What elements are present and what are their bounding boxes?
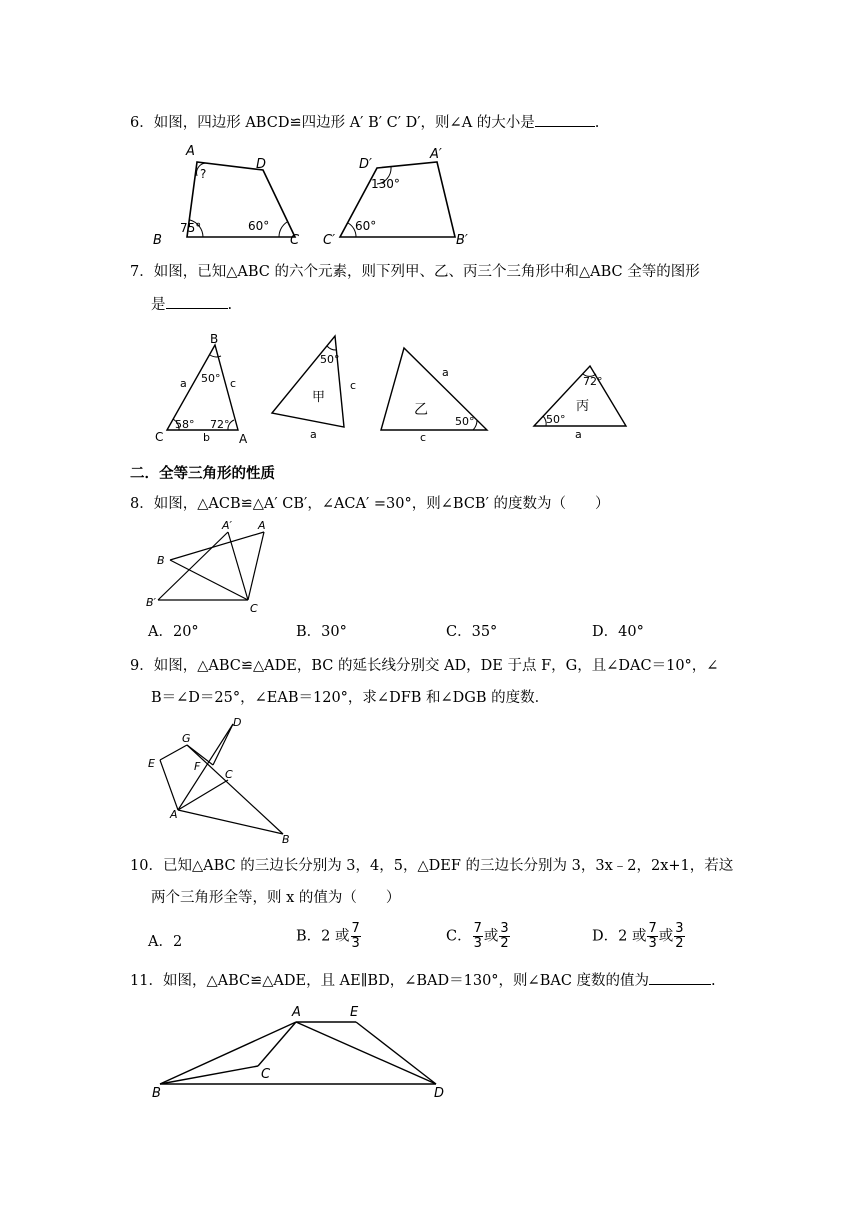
label-yi-50: 50° <box>455 415 475 428</box>
label-50: 50° <box>201 372 221 385</box>
label-a: A <box>186 144 195 159</box>
svg-text:F: F <box>194 760 201 773</box>
svg-text:A′: A′ <box>222 519 233 532</box>
q8-figure <box>140 518 280 618</box>
label-jia-50: 50° <box>320 353 340 366</box>
angle-c-arc <box>279 222 287 237</box>
q9-text2: B＝∠D＝25°，∠EAB＝120°，求∠DFB 和∠DGB 的度数． <box>151 690 550 706</box>
q10-text: 10．已知△ABC 的三边长分别为 3，4，5，△DEF 的三边长分别为 3，3x﹣2，2x+1，若这 <box>130 858 734 874</box>
q7-text: 7．如图，已知△ABC 的六个元素，则下列甲、乙、丙三个三角形中和△ABC 全等的图形 <box>130 264 700 280</box>
svg-text:C: C <box>250 602 258 615</box>
svg-text:C: C <box>261 1067 271 1082</box>
label-b1: B′ <box>456 233 468 248</box>
label-58: 58° <box>175 418 195 431</box>
svg-text:E: E <box>148 757 155 770</box>
section-heading: 二．全等三角形的性质 <box>130 466 275 482</box>
svg-text:A: A <box>292 1005 301 1020</box>
label-a-side: a <box>180 377 187 390</box>
svg-text:E: E <box>350 1005 359 1020</box>
q8-option-d[interactable]: D．40° <box>592 624 644 640</box>
label-a1: A′ <box>430 147 442 162</box>
q8-option-b[interactable]: B．30° <box>296 624 347 640</box>
svg-text:A: A <box>170 808 178 821</box>
q11-figure <box>140 996 470 1106</box>
svg-text:B: B <box>282 833 290 846</box>
label-yi-a: a <box>442 366 449 379</box>
q9-figure <box>140 712 300 847</box>
q10-text2: 两个三角形全等，则 x 的值为（ ） <box>151 890 401 906</box>
svg-text:C: C <box>225 768 233 781</box>
q7-figure <box>150 330 650 445</box>
label-bing-50: 50° <box>546 413 566 426</box>
svg-text:B: B <box>152 1086 161 1101</box>
label-yi: 乙 <box>414 402 428 418</box>
q9-text: 9．如图，△ABC≌△ADE，BC 的延长线分别交 AD，DE 于点 F，G，且∠DAC＝10°，∠ <box>130 658 719 674</box>
svg-text:G: G <box>182 732 191 745</box>
q8-option-a[interactable]: A．20° <box>148 624 199 640</box>
label-b: B <box>210 332 219 346</box>
q6-figure <box>145 140 485 250</box>
q8-text: 8．如图，△ACB≌△A′ CB′，∠ACA′ =30°，则∠BCB′ 的度数为（ ） <box>130 496 610 512</box>
label-jia: 甲 <box>312 390 326 405</box>
answer-blank[interactable] <box>649 970 711 985</box>
label-75: 75° <box>180 221 202 235</box>
q10-option-b[interactable]: B．2 或 $\frac{7}{3}$ <box>296 921 360 951</box>
label-bing-72: 72° <box>583 375 603 388</box>
svg-text:D: D <box>233 716 242 729</box>
svg-text:D: D <box>434 1086 445 1101</box>
label-bing-a: a <box>575 428 582 441</box>
label-c: C <box>290 233 300 248</box>
label-60b: 60° <box>355 219 377 233</box>
label-c: C <box>155 430 164 444</box>
svg-text:A: A <box>258 519 266 532</box>
q10-option-d[interactable]: D．2 或 $\frac{7}{3}$ 或 $\frac{3}{2}$ <box>592 921 684 951</box>
label-d1: D′ <box>359 157 372 172</box>
label-q: ? <box>200 167 207 181</box>
label-72: 72° <box>210 418 230 431</box>
label-yi-c: c <box>420 431 427 444</box>
label-jia-a: a <box>310 428 317 441</box>
label-60: 60° <box>248 219 270 233</box>
q7-text2: 是 . <box>151 294 232 315</box>
q11-text: 11．如图，△ABC≌△ADE，且 AE∥BD，∠BAD＝130°，则∠BAC 度数的值为 . <box>130 970 716 991</box>
q6-text: 6．如图，四边形 ABCD≌四边形 A′ B′ C′ D′，则∠A 的大小是 . <box>130 112 599 133</box>
label-bing: 丙 <box>576 399 590 414</box>
svg-text:B: B <box>157 554 165 567</box>
q10-option-c[interactable]: C． $\frac{7}{3}$ 或 $\frac{3}{2}$ <box>446 921 509 951</box>
label-a: A <box>239 432 248 445</box>
q10-option-a[interactable]: A．2 <box>148 934 183 950</box>
label-b-side: b <box>203 431 210 444</box>
svg-text:B′: B′ <box>146 596 157 609</box>
answer-blank[interactable] <box>166 294 228 309</box>
label-c1: C′ <box>323 233 336 248</box>
q8-option-c[interactable]: C．35° <box>446 624 498 640</box>
label-b: B <box>153 233 162 248</box>
label-jia-c: c <box>350 379 357 392</box>
label-130: 130° <box>371 177 400 191</box>
label-d: D <box>256 157 267 172</box>
answer-blank[interactable] <box>535 112 595 127</box>
label-c-side: c <box>230 377 237 390</box>
